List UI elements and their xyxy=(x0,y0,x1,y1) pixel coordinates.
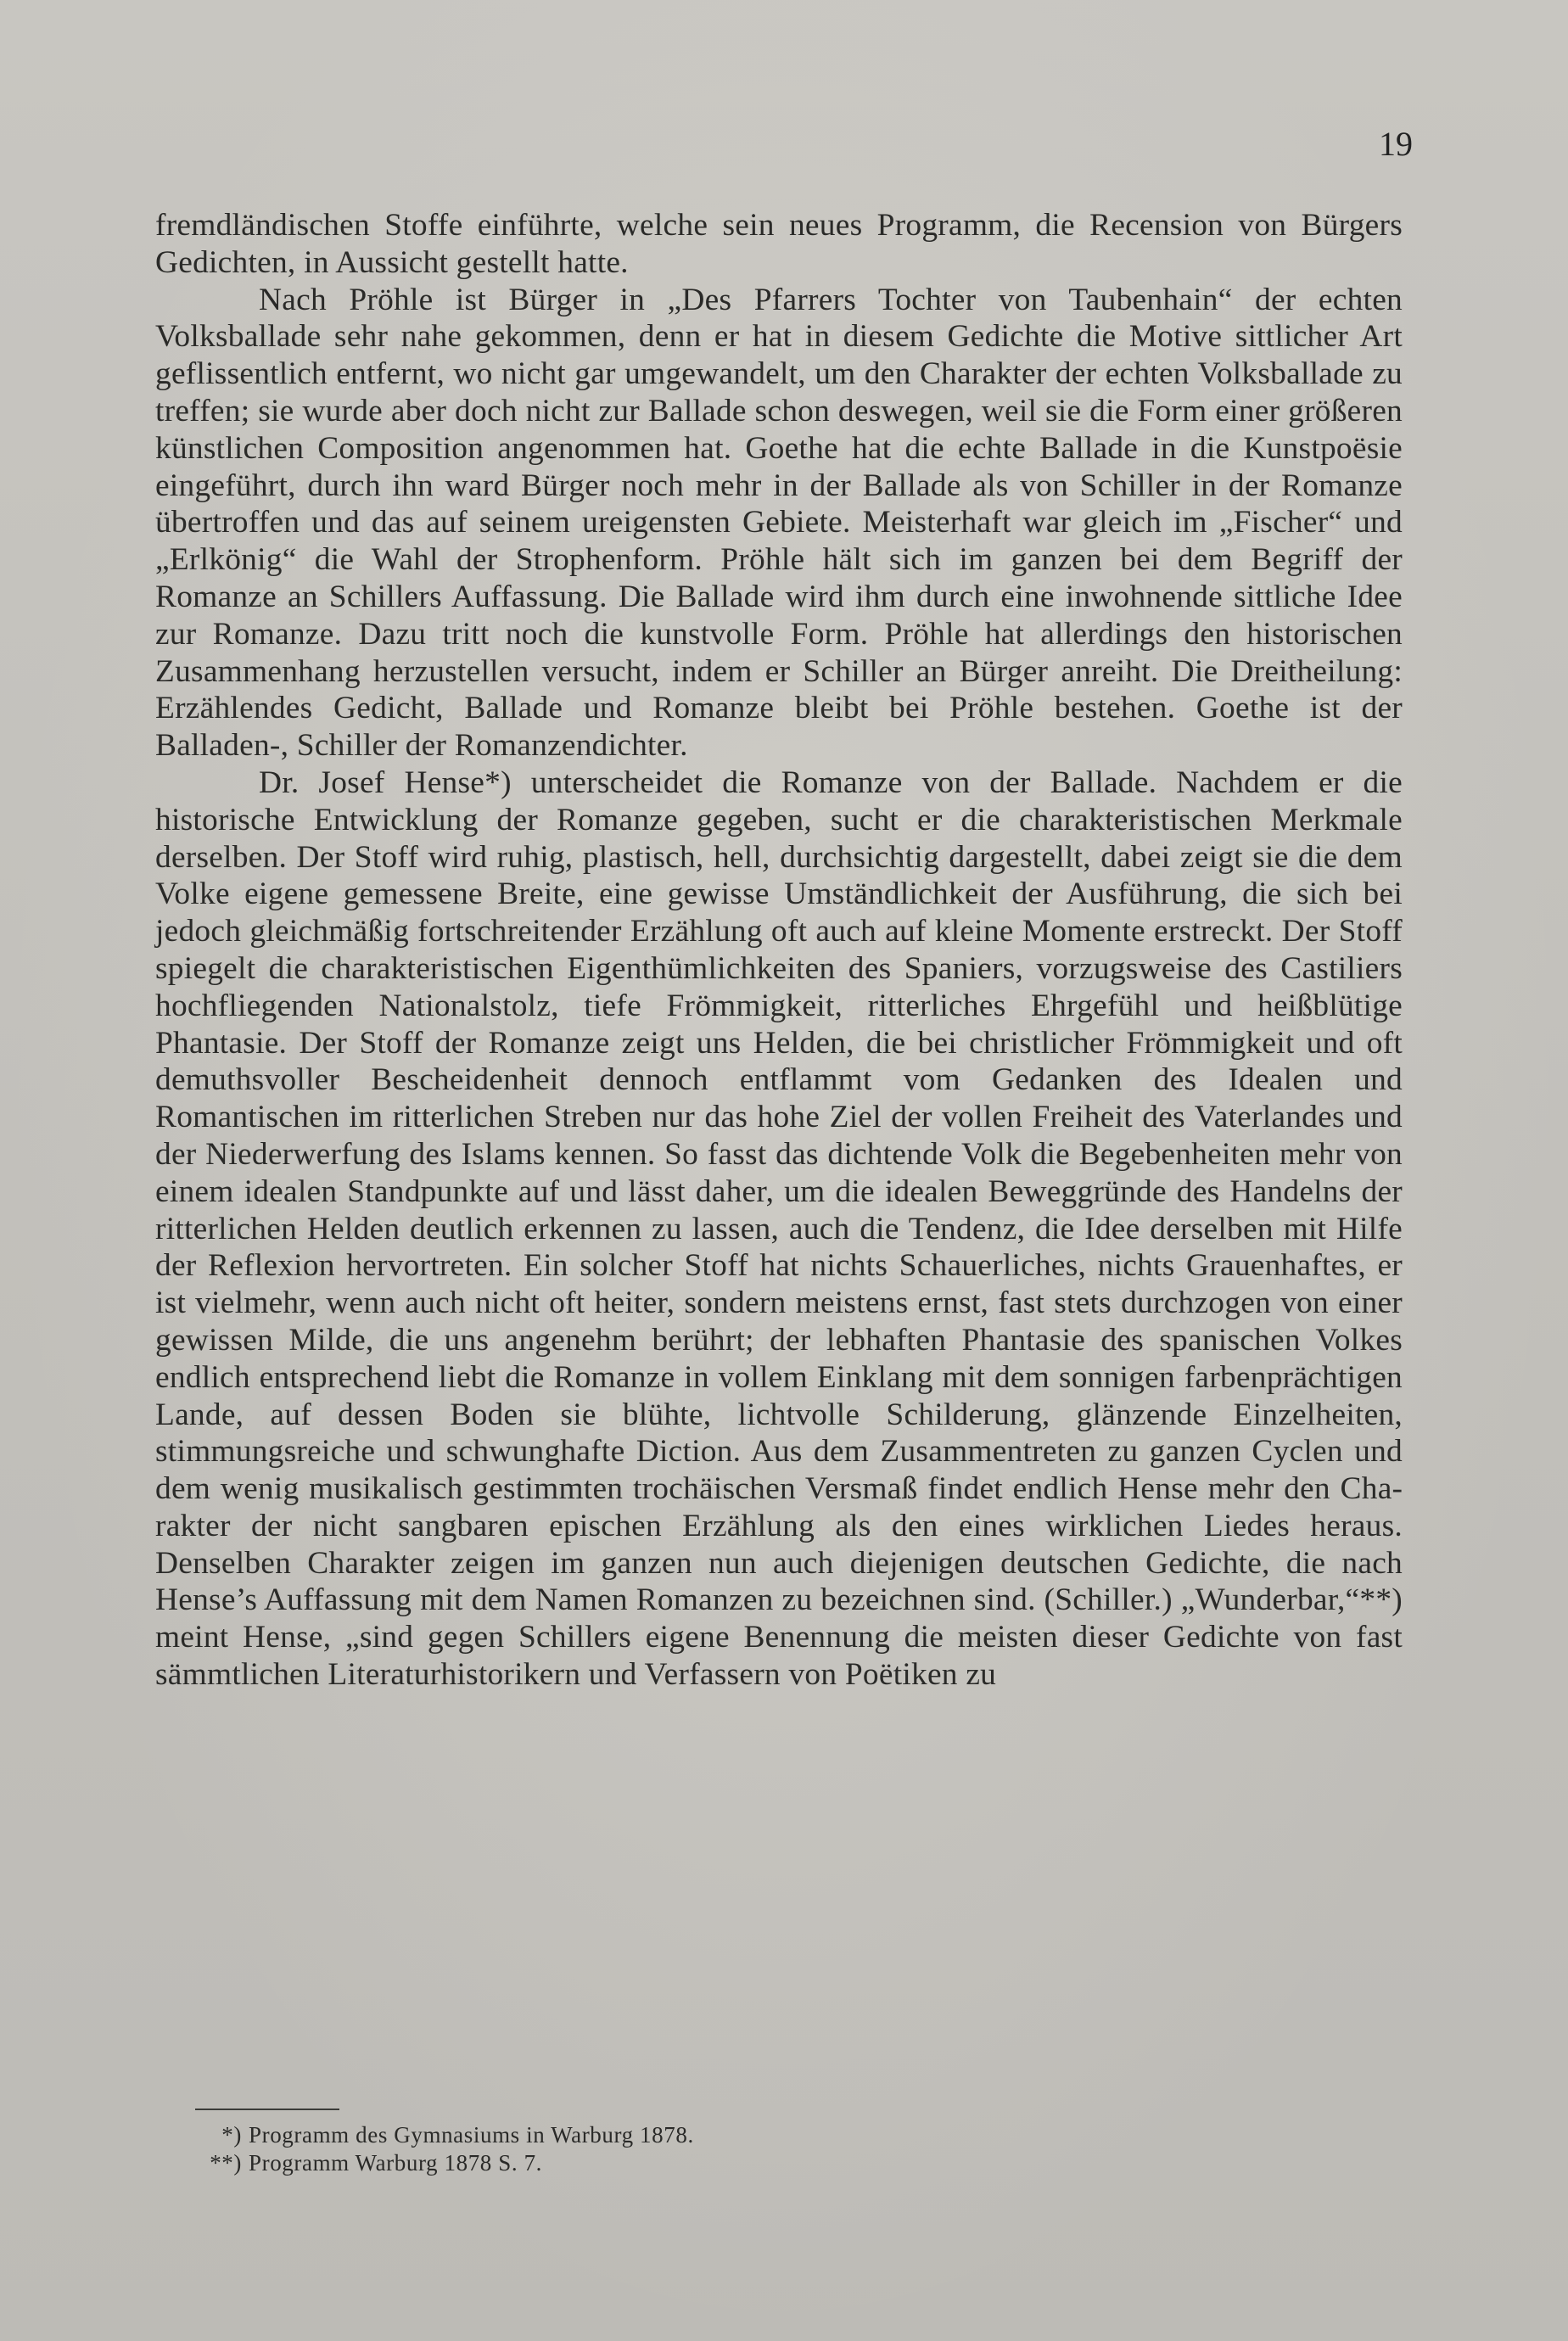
footnote-text: Programm des Gymnasiums in Warburg 1878. xyxy=(249,2122,694,2148)
footnote-text: Programm Warburg 1878 S. 7. xyxy=(249,2150,543,2176)
footnote-mark: *) xyxy=(221,2122,242,2148)
page-number: 19 xyxy=(1379,125,1413,163)
footnote-mark: **) xyxy=(210,2150,242,2176)
body-text xyxy=(155,207,1403,1694)
footnote-1 xyxy=(221,2121,1260,2149)
paragraph-hense: Dr. Josef Hense*) unterscheidet die Romanze von der Ballade. Nachdem er die historische Entwicklung der Romanze gegeben, sucht er die charakteristischen Merkmale derselben. Der Stoff wird ruhig, plastisch, hell, durchsichtig dargestellt, dabei zeigt sie die dem Volke eigene gemessene Breite, eine gewisse Umständlichkeit der Ausführung, die sich bei jedoch gleichmäßig fortschreitender Erzählung oft auch auf kleine Momente erstreckt. Der Stoff spiegelt die charakteristischen Eigenthümlichkeiten des Spaniers, vorzugsweise des Castiliers hochfliegenden Nationalstolz, tiefe Frömmigkeit, ritterliches Ehrgefühl und heißblütige Phantasie. Der Stoff der Romanze zeigt uns Helden, die bei christlicher Frömmigkeit und oft demuthsvoller Bescheidenheit dennoch entflammt vom Gedanken des Idealen und Romantischen im ritterlichen Streben nur das hohe Ziel der vollen Freiheit des Vaterlandes und der Niederwerfung des Islams kennen. So fasst das dichtende Volk die Begebenheiten mehr von einem idealen Standpunkte auf und lässt daher, um die idealen Beweggründe des Handelns der ritterlichen Helden deutlich erkennen zu lassen, auch die Tendenz, die Idee derselben mit Hilfe der Reflexion hervortreten. Ein solcher Stoff hat nichts Schauerliches, nichts Grauenhaftes, er ist vielmehr, wenn auch nicht oft heiter, sondern meistens ernst, fast stets durchzogen von einer gewissen Milde, die uns angenehm berührt; der lebhaften Phantasie des spanischen Volkes endlich entsprechend liebt die Romanze in vollem Einklang mit dem sonnigen farbenprächtigen Lande, auf dessen Boden sie blühte, lichtvolle Schilderung, glänzende Einzelheiten, stimmungsreiche und schwunghafte Diction. Aus dem Zusammentreten zu ganzen Cyclen und dem wenig musikalisch gestimmten trochäischen Versmaß findet endlich Hense mehr den Charakter der nicht sangbaren epischen Erzählung als den eines wirklichen Liedes heraus. Denselben Charakter zeigen im ganzen nun auch diejenigen deutschen Gedichte, die nach Hense’s Auffassung mit dem Namen Romanzen zu bezeichnen sind. (Schiller.) „Wunderbar,“**) meint Hense, „sind gegen Schillers eigene Benennung die meisten dieser Gedichte von fast sämmtlichen Literaturhistorikern und Verfassern von Poëtiken zu xyxy=(155,764,1403,1693)
paragraph-continuation: fremdländischen Stoffe einführte, welche sein neues Programm, die Recension von Bürgers Gedichten, in Aussicht gestellt hatte. xyxy=(155,208,1403,280)
paragraph-proehle: Nach Pröhle ist Bürger in „Des Pfarrers Tochter von Taubenhain“ der echten Volksballade sehr nahe gekommen, denn er hat in diesem Gedichte die Motive sittlicher Art geflissentlich entfernt, wo nicht gar umgewandelt, um den Charakter der echten Volksballade zu treffen; sie wurde aber doch nicht zur Ballade schon deswegen, weil sie die Form einer größeren künstlichen Composition angenommen hat. Goethe hat die echte Ballade in die Kunstpoësie eingeführt, durch ihn ward Bürger noch mehr in der Ballade als von Schiller in der Romanze übertroffen und das auf seinem ureigensten Gebiete. Meisterhaft war gleich im „Fischer“ und „Erlkönig“ die Wahl der Strophenform. Pröhle hält sich im ganzen bei dem Begriff der Romanze an Schillers Auffassung. Die Ballade wird ihm durch eine inwohnende sittliche Idee zur Romanze. Dazu tritt noch die kunstvolle Form. Pröhle hat allerdings den historischen Zusammenhang herzustellen versucht, indem er Schiller an Bürger anreiht. Die Dreitheilung: Erzählendes Gedicht, Ballade und Romanze bleibt bei Pröhle bestehen. Goethe ist der Balladen-, Schiller der Romanzendichter. xyxy=(155,282,1403,764)
footnotes xyxy=(210,2121,1260,2177)
footnote-divider xyxy=(195,2109,339,2110)
footnote-2 xyxy=(210,2149,1260,2177)
